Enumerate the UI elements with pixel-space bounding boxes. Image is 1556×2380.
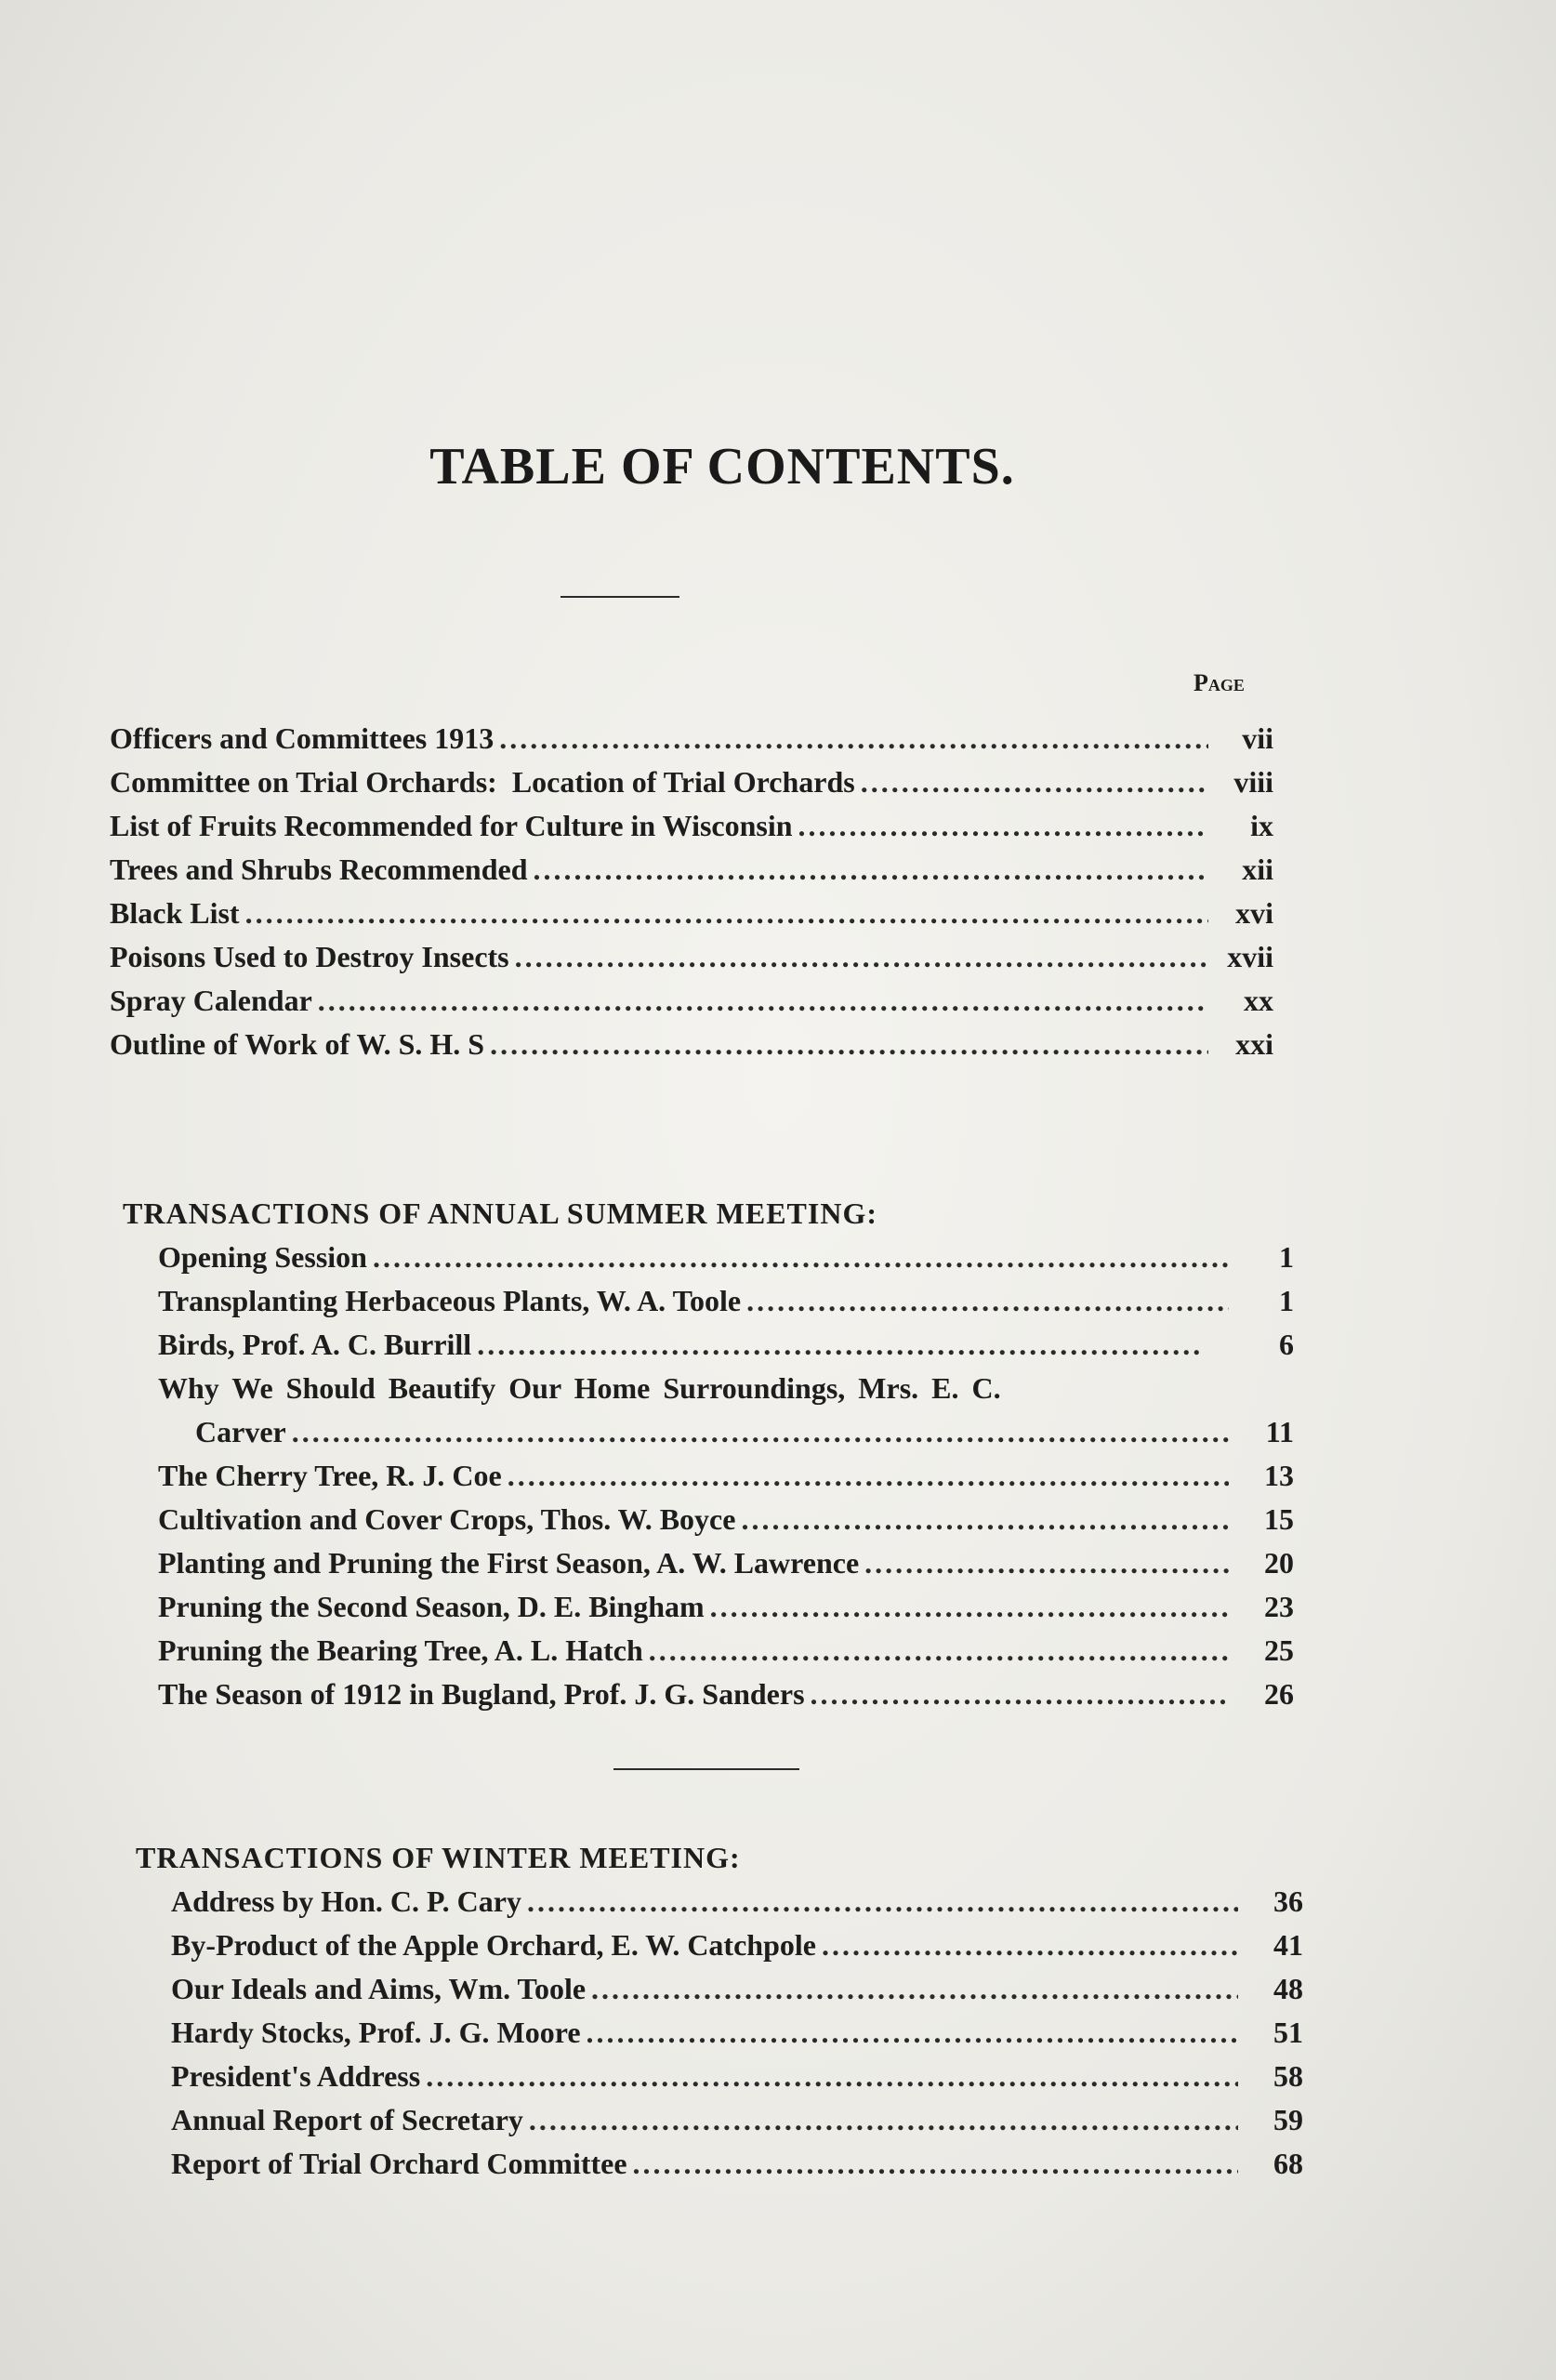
toc-entry-page: 13 [1264,1459,1294,1492]
toc-entry-page: 15 [1264,1502,1294,1536]
toc-entry-page: 36 [1273,1884,1303,1918]
toc-entry-page: 1 [1279,1240,1294,1274]
toc-entry-title-wrapped: Why We Should Beautify Our Home Surroundings, Mrs. E. C. [158,1371,1001,1405]
toc-entry-title: Black List [110,896,240,930]
toc-entry-title: Outline of Work of W. S. H. S [110,1027,485,1061]
toc-entry-page: viii [1233,765,1273,799]
toc-entry [110,853,1273,887]
toc-entry-page: 6 [1279,1328,1294,1361]
toc-entry [158,1459,1294,1493]
toc-entry [171,2103,1303,2137]
toc-entry-page: 48 [1273,1972,1303,2005]
toc-entry [110,984,1273,1018]
toc-entry [110,809,1273,843]
page-column-heading: Page [1193,669,1245,696]
toc-entry [171,1972,1303,2006]
toc-entry-page: 26 [1264,1677,1294,1711]
toc-entry-title: Pruning the Second Season, D. E. Bingham [158,1590,705,1623]
toc-entry-page: 1 [1279,1284,1294,1317]
leader-dots [798,809,1208,843]
toc-entry-title: Our Ideals and Aims, Wm. Toole [171,1972,587,2005]
toc-entry-title: By-Product of the Apple Orchard, E. W. Catchpole [171,1928,816,1962]
leader-dots [373,1240,1229,1275]
toc-entry [158,1546,1294,1580]
toc-entry [158,1633,1294,1668]
toc-entry [110,940,1273,974]
toc-entry [195,1415,1294,1449]
leader-dots [811,1677,1229,1712]
toc-entry-title: Planting and Pruning the First Season, A. W. Lawrence [158,1546,860,1580]
toc-entry-title: President's Address [171,2059,421,2093]
toc-entry-title: Spray Calendar [110,984,312,1017]
leader-dots [245,896,1208,931]
toc-entry [171,1884,1303,1919]
summer-meeting-heading: TRANSACTIONS OF ANNUAL SUMMER MEETING: [123,1197,877,1230]
toc-entry [158,1677,1294,1712]
toc-entry [158,1284,1294,1318]
toc-entry-title: Birds, Prof. A. C. Burrill [158,1328,472,1361]
leader-dots [741,1502,1229,1537]
leader-dots [490,1027,1208,1062]
leader-dots [499,721,1208,756]
leader-dots [746,1284,1229,1318]
toc-entry [171,2147,1303,2181]
leader-dots [864,1546,1229,1580]
leader-dots [587,2016,1238,2050]
toc-entry [158,1502,1294,1537]
toc-entry-page: xvi [1235,896,1273,930]
toc-entry [171,1928,1303,1963]
toc-entry-title: The Cherry Tree, R. J. Coe [158,1459,502,1492]
page-title: TABLE OF CONTENTS. [429,438,1015,496]
toc-entry [110,765,1273,800]
toc-entry-page: 11 [1265,1415,1294,1448]
toc-entry [110,721,1273,756]
toc-entry-title: Officers and Committees 1913 [110,721,494,755]
toc-entry-title: Transplanting Herbaceous Plants, W. A. Toole [158,1284,742,1317]
toc-entry [171,2059,1303,2094]
toc-entry-title: List of Fruits Recommended for Culture in Wisconsin [110,809,793,842]
toc-entry-title: Cultivation and Cover Crops, Thos. W. Boyce [158,1502,736,1536]
toc-entry-title: Report of Trial Orchard Committee [171,2147,627,2180]
section-divider [613,1768,799,1770]
toc-entry-title: Poisons Used to Destroy Insects [110,940,509,973]
toc-entry-page: 41 [1273,1928,1303,1962]
toc-entry [110,896,1273,931]
toc-entry [158,1240,1294,1275]
toc-entry-page: 59 [1273,2103,1303,2136]
toc-entry [110,1027,1273,1062]
toc-entry-page: 20 [1264,1546,1294,1580]
leader-dots [292,1415,1229,1449]
leader-dots [861,765,1208,800]
toc-entry-page: 51 [1273,2016,1303,2049]
toc-entry-page: 25 [1264,1633,1294,1667]
toc-entry-page: ix [1250,809,1273,842]
leader-dots [426,2059,1238,2094]
toc-entry-title: Carver [195,1415,286,1448]
toc-entry [158,1590,1294,1624]
leader-dots [822,1928,1238,1963]
toc-entry-page: xvii [1227,940,1273,973]
leader-dots [633,2147,1238,2181]
leader-dots [710,1590,1229,1624]
leader-dots [477,1328,1199,1362]
toc-entry-title: Opening Session [158,1240,367,1274]
toc-entry-page: 68 [1273,2147,1303,2180]
leader-dots [527,1884,1238,1919]
toc-entry [171,2016,1303,2050]
leader-dots [515,940,1208,974]
winter-meeting-heading: TRANSACTIONS OF WINTER MEETING: [136,1841,741,1874]
toc-entry-page: xxi [1235,1027,1273,1061]
title-divider [560,596,679,598]
leader-dots [508,1459,1229,1493]
leader-dots [534,853,1208,887]
toc-entry-title: Committee on Trial Orchards: Location of Trial Orchards [110,765,855,799]
toc-entry-title: Trees and Shrubs Recommended [110,853,528,886]
toc-entry-page: 58 [1273,2059,1303,2093]
leader-dots [529,2103,1238,2137]
toc-entry [158,1328,1294,1362]
leader-dots [318,984,1208,1018]
toc-entry-page: xx [1244,984,1273,1017]
leader-dots [591,1972,1238,2006]
leader-dots [649,1633,1229,1668]
toc-entry-title: Address by Hon. C. P. Cary [171,1884,521,1918]
toc-entry-title: Pruning the Bearing Tree, A. L. Hatch [158,1633,643,1667]
toc-entry-page: xii [1242,853,1273,886]
toc-entry-title: The Season of 1912 in Bugland, Prof. J. G. Sanders [158,1677,805,1711]
toc-entry-page: 23 [1264,1590,1294,1623]
toc-entry-page: vii [1242,721,1273,755]
toc-entry-title: Annual Report of Secretary [171,2103,523,2136]
toc-entry-title: Hardy Stocks, Prof. J. G. Moore [171,2016,581,2049]
